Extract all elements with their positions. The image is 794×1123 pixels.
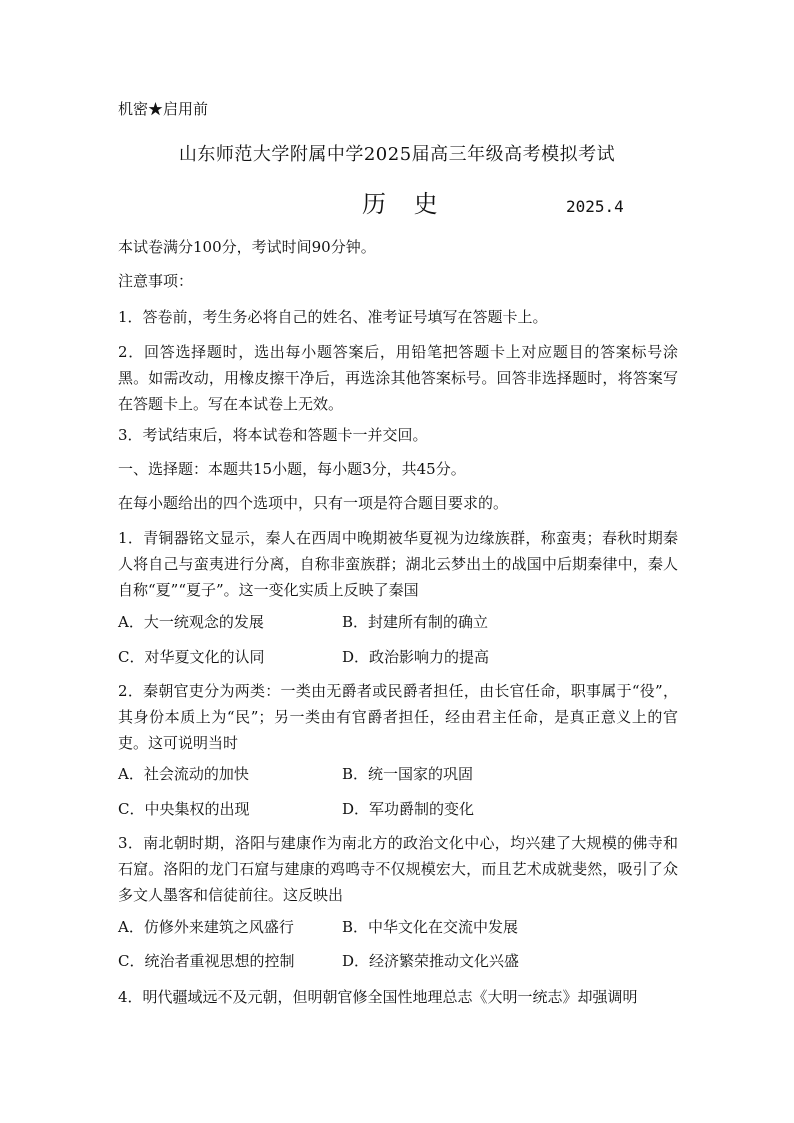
question-3-stem: 3．南北朝时期，洛阳与建康作为南北方的政治文化中心，均兴建了大规模的佛寺和石窟。洛阳的龙门石窟与建康的鸡鸣寺不仅规模宏大，而且艺术成就斐然，吸引了众多文人墨客和信徒前往。这反映出: [118, 834, 678, 904]
exam-title: 山东师范大学附属中学2025届高三年级高考模拟考试: [178, 144, 616, 165]
note-3: 3．考试结束后，将本试卷和答题卡一并交回。: [118, 426, 428, 444]
question-2-stem: 2．秦朝官吏分为两类：一类由无爵者或民爵者担任，由长官任命，职事属于“役”，其身份本质上为“民”；另一类由有官爵者担任，经由君主任命，是真正意义上的官吏。这可说明当时: [118, 682, 678, 752]
question-2-option-b: B．统一国家的巩固: [342, 765, 474, 783]
question-3-option-b: B．中华文化在交流中发展: [342, 918, 519, 936]
score-time-text: 本试卷满分100分，考试时间90分钟。: [118, 238, 376, 256]
question-1-option-d: D．政治影响力的提高: [342, 648, 490, 666]
question-1-option-b: B．封建所有制的确立: [342, 613, 489, 631]
question-3-option-d: D．经济繁荣推动文化兴盛: [342, 952, 520, 970]
question-2-option-c: C．中央集权的出现: [118, 800, 250, 818]
question-3-option-c: C．统治者重视思想的控制: [118, 952, 295, 970]
note-1: 1．答卷前，考生务必将自己的姓名、准考证号填写在答题卡上。: [118, 308, 548, 326]
section-heading: 一、选择题：本题共15小题，每小题3分，共45分。: [118, 460, 466, 478]
question-3-option-a: A．仿修外来建筑之风盛行: [118, 918, 294, 936]
question-1-option-c: C．对华夏文化的认同: [118, 648, 265, 666]
note-2: 2．回答选择题时，选出每小题答案后，用铅笔把答题卡上对应题目的答案标号涂黑。如需改动，用橡皮擦干净后，再选涂其他答案标号。回答非选择题时，将答案写在答题卡上。写在本试卷上无效。: [118, 343, 678, 413]
section-instruction: 在每小题给出的四个选项中，只有一项是符合题目要求的。: [118, 494, 509, 512]
question-2-option-d: D．军功爵制的变化: [342, 800, 475, 818]
notes-heading: 注意事项：: [118, 272, 194, 290]
exam-date: 2025.4: [566, 197, 624, 216]
question-2-option-a: A．社会流动的加快: [118, 765, 249, 783]
question-1-stem: 1．青铜器铭文显示，秦人在西周中晚期被华夏视为边缘族群，称蛮夷；春秋时期秦人将自己与蛮夷进行分离，自称非蛮族群；湖北云梦出土的战国中后期秦律中，秦人自称“夏”“夏子”。这一变化实质上反映了秦国: [118, 529, 678, 599]
confidential-label: 机密★启用前: [118, 100, 209, 118]
subject-title: 历 史: [362, 190, 448, 218]
question-1-option-a: A．大一统观念的发展: [118, 613, 264, 631]
question-4-stem: 4．明代疆域远不及元朝，但明朝官修全国性地理总志《大明一统志》却强调明: [118, 988, 638, 1006]
